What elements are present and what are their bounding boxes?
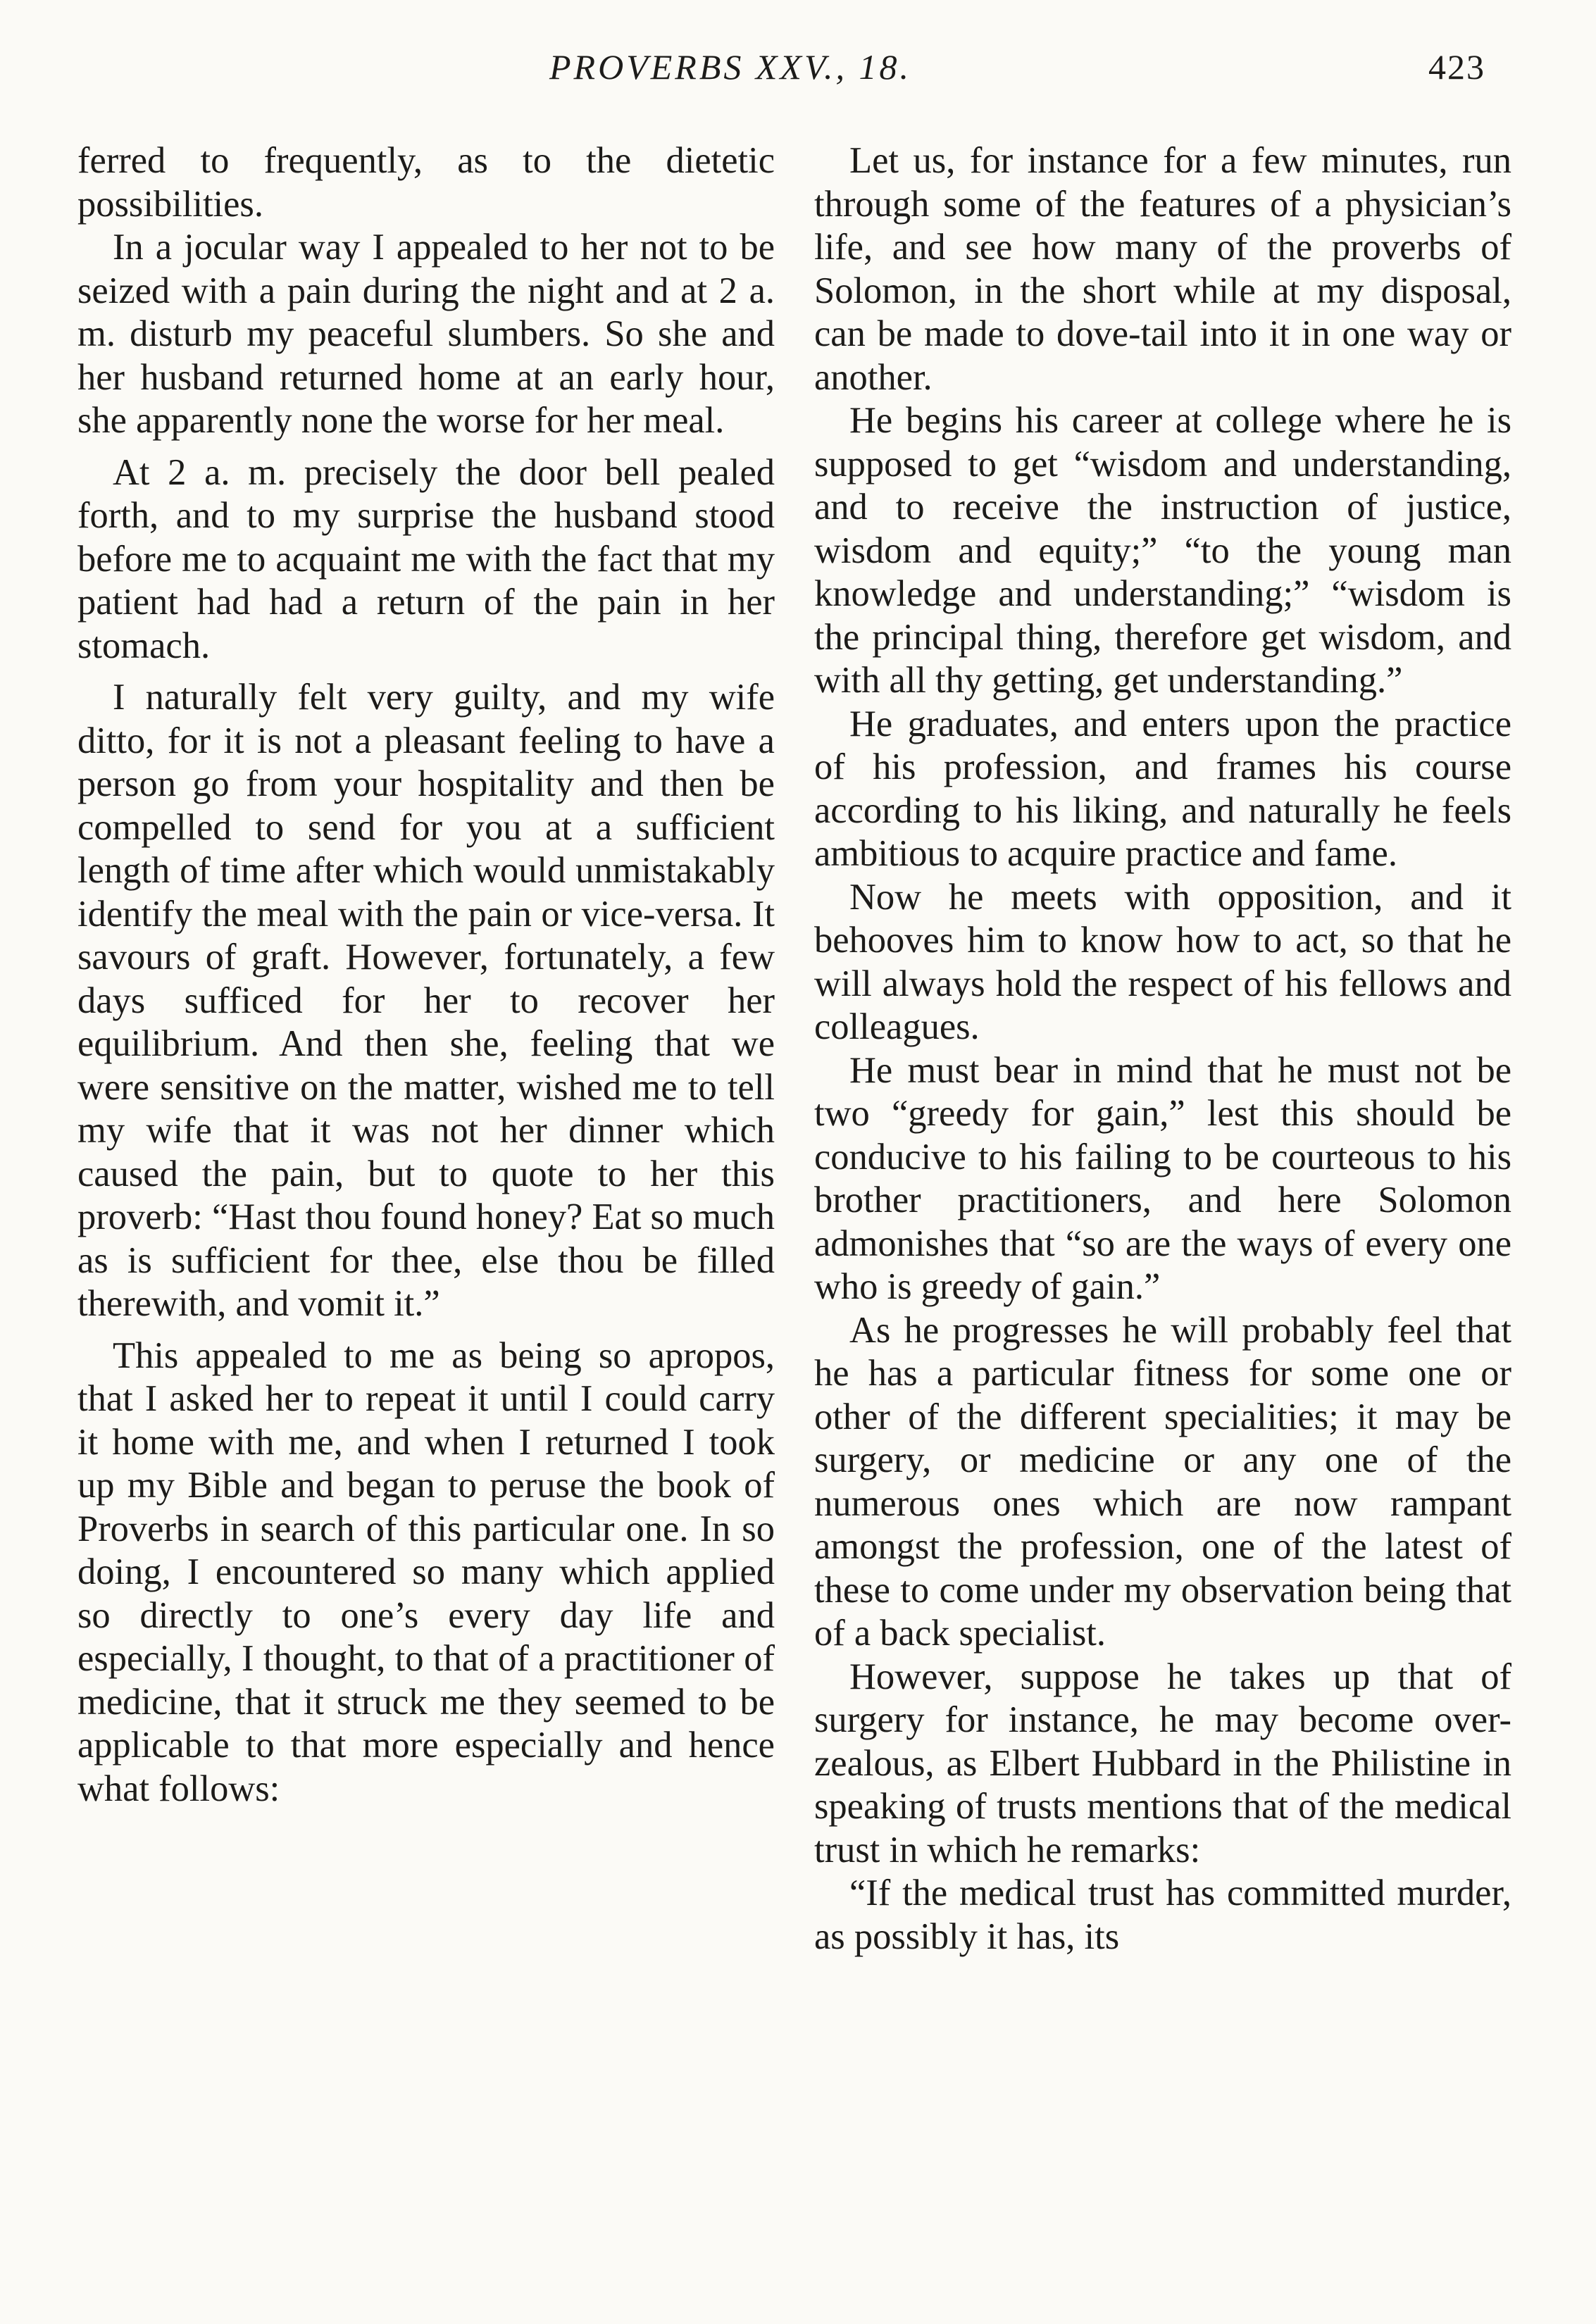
paragraph: He begins his career at college where he is supposed to get “wisdom and understanding, and to receive the instruction of justice, wisdom and equity;” “to the young man knowledge and understanding;” “wisdom is the principal thing, therefore get wisdom, and with all thy getting, get understanding.” [814, 400, 1511, 701]
left-column [77, 139, 775, 1811]
paragraph: ferred to frequently, as to the dietetic possibilities. [77, 140, 775, 225]
paragraph: He must bear in mind that he must not be two “greedy for gain,” lest this should be conducive to his failing to be courteous to his brother practitioners, and here Solomon admonishes that “so are the ways of every one who is greedy of gain.” [814, 1049, 1511, 1307]
right-column [814, 139, 1511, 1958]
paragraph: He graduates, and enters upon the practice of his profession, and frames his course according to his liking, and naturally he feels ambitious to acquire practice and fame. [814, 703, 1511, 874]
paragraph: However, suppose he takes up that of surgery for instance, he may become over-zealous, as Elbert Hubbard in the Philistine in speaking of trusts mentions that of the medical trust in which he remarks: [814, 1656, 1511, 1870]
paragraph: Now he meets with opposition, and it behooves him to know how to act, so that he will always hold the respect of his fellows and colleagues. [814, 876, 1511, 1047]
paragraph: At 2 a. m. precisely the door bell pealed forth, and to my surprise the husband stood before me to acquaint me with the fact that my patient had had a return of the pain in her stomach. [77, 451, 775, 666]
running-title: PROVERBS XXV., 18. [549, 47, 912, 87]
paragraph: “If the medical trust has committed murder, as possibly it has, its [814, 1873, 1511, 1957]
paragraph: In a jocular way I appealed to her not to be seized with a pain during the night and at 2 a. m. disturb my peaceful slumbers. So she and her husband returned home at an early hour, she apparently none the worse for her meal. [77, 227, 775, 441]
paragraph: This appealed to me as being so apropos, that I asked her to repeat it until I could carry it home with me, and when I returned I took up my Bible and began to peruse the book of Proverbs in search of this particular one. In so doing, I encountered so many which applied so directly to one’s every day life and especially, I thought, to that of a practitioner of medicine, that it struck me they seemed to be applicable to that more especially and hence what follows: [77, 1335, 775, 1809]
page-number: 423 [1428, 47, 1485, 87]
paragraph: Let us, for instance for a few minutes, run through some of the features of a physician’s life, and see how many of the proverbs of Solomon, in the short while at my disposal, can be made to dove-tail into it in one way or another. [814, 140, 1511, 398]
paragraph: As he progresses he will probably feel that he has a particular fitness for some one or other of the different specialities; it may be surgery, or medicine or any one of the numerous ones which are now rampant amongst the profession, one of the latest of these to come under my observation being that of a back specialist. [814, 1309, 1511, 1654]
paragraph: I naturally felt very guilty, and my wife ditto, for it is not a pleasant feeling to have a person go from your hospitality and then be compelled to send for you at a sufficient length of time after which would unmistakably identify the meal with the pain or vice-versa. It savours of graft. However, fortunately, a few days sufficed for her to recover her equilibrium. And then she, feeling that we were sensitive on the matter, wished me to tell my wife that it was not her dinner which caused the pain, but to quote to her this proverb: “Hast thou found honey? Eat so much as is sufficient for thee, else thou be filled therewith, and vomit it.” [77, 677, 775, 1324]
